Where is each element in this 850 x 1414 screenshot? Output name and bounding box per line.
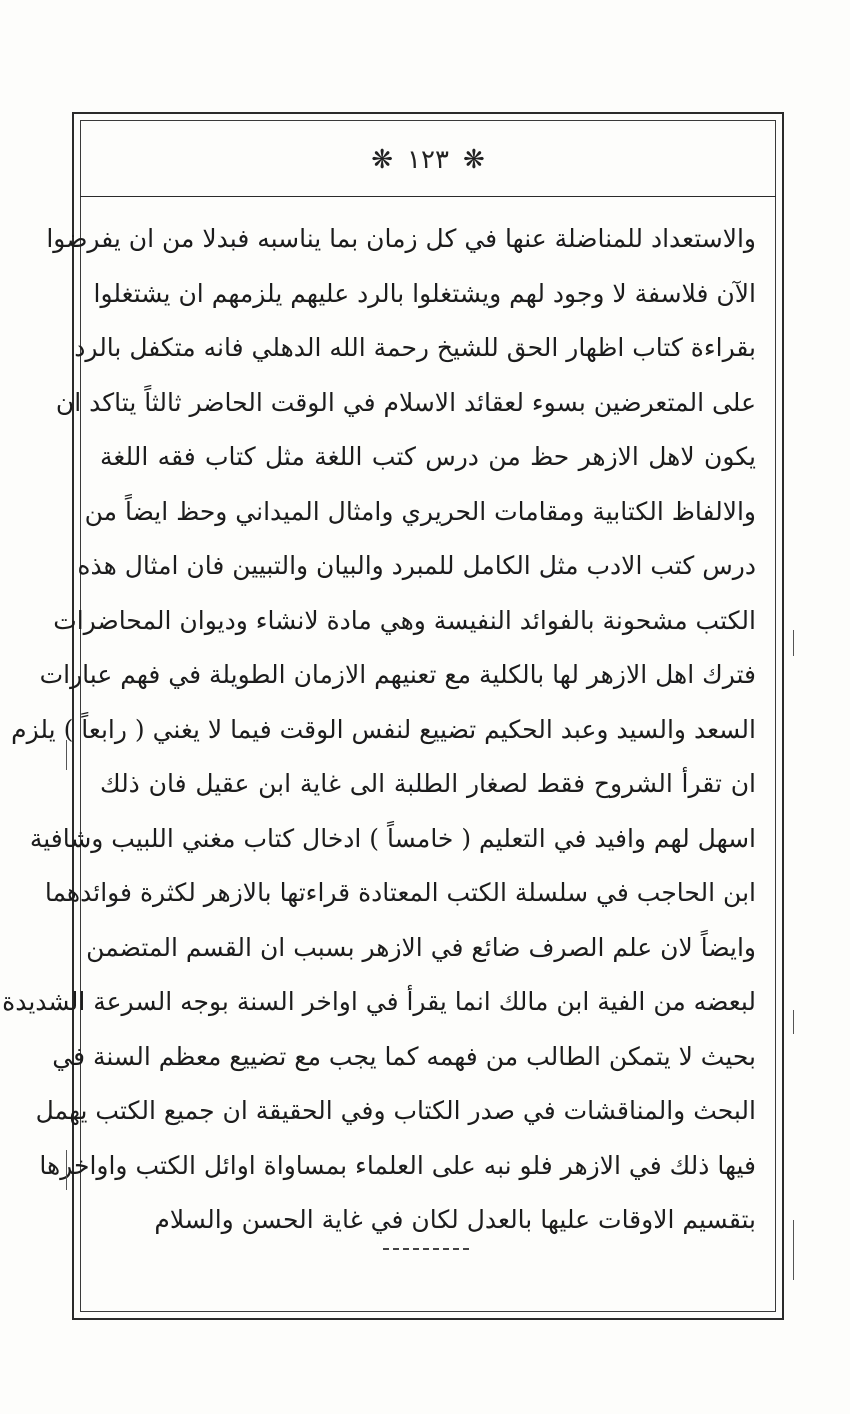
page-number: ١٢٣ — [407, 145, 449, 175]
page-header — [80, 140, 776, 180]
text-line: السعد والسيد وعبد الحكيم تضييع لنفس الوقت فيما لا يغني ( رابعاً ) يلزم — [11, 714, 756, 744]
margin-mark — [66, 1150, 67, 1190]
text-line: اسهل لهم وافيد في التعليم ( خامساً ) ادخال كتاب مغني اللبيب وشافية — [29, 823, 756, 853]
text-line: فترك اهل الازهر لها بالكلية مع تعنيهم الازمان الطويلة في فهم عبارات — [39, 660, 756, 689]
margin-mark — [793, 630, 794, 656]
text-line: الآن فلاسفة لا وجود لهم ويشتغلوا بالرد عليهم يلزمهم ان يشتغلوا — [93, 278, 756, 308]
text-line: ان تقرأ الشروح فقط لصغار الطلبة الى غاية ابن عقيل فان ذلك — [100, 769, 756, 798]
margin-mark — [793, 1010, 794, 1034]
text-line: ابن الحاجب في سلسلة الكتب المعتادة قراءتها بالازهر لكثرة فوائدهما — [44, 878, 756, 907]
margin-mark — [66, 740, 67, 770]
text-line: الكتب مشحونة بالفوائد النفيسة وهي مادة لانشاء وديوان المحاضرات — [53, 605, 756, 635]
header-divider — [80, 196, 776, 197]
text-line: على المتعرضين بسوء لعقائد الاسلام في الوقت الحاضر ثالثاً يتاكد ان — [55, 387, 756, 417]
text-line: وايضاً لان علم الصرف ضائع في الازهر بسبب ان القسم المتضمن — [86, 932, 756, 962]
text-line: فيها ذلك في الازهر فلو نبه على العلماء بمساواة اوائل الكتب واواخرها — [39, 1150, 756, 1180]
text-line: لبعضه من الفية ابن مالك انما يقرأ في اواخر السنة بوجه السرعة الشديدة — [2, 987, 756, 1016]
text-line: والالفاظ الكتابية ومقامات الحريري وامثال الميداني وحظ ايضاً من — [84, 496, 756, 526]
text-line: والاستعداد للمناضلة عنها في كل زمان بما يناسبه فبدلا من ان يفرضوا — [46, 224, 756, 253]
body-text — [2, 212, 756, 1248]
text-line: درس كتب الادب مثل الكامل للمبرد والبيان والتبيين فان امثال هذه — [77, 551, 756, 580]
text-line: البحث والمناقشات في صدر الكتاب وفي الحقيقة ان جميع الكتب يهمل — [35, 1096, 756, 1125]
margin-mark — [793, 1220, 794, 1280]
ornament-left-icon: ❋ — [371, 145, 394, 175]
text-line-last: بتقسيم الاوقات عليها بالعدل لكان في غاية الحسن والسلام — [154, 1205, 756, 1234]
ornament-right-icon: ❋ — [462, 145, 485, 175]
text-line: يكون لاهل الازهر حظ من درس كتب اللغة مثل كتاب فقه اللغة — [100, 442, 756, 471]
end-divider — [383, 1248, 469, 1250]
text-line: بقراءة كتاب اظهار الحق للشيخ رحمة الله الدهلي فانه متكفل بالرد — [74, 333, 756, 362]
text-line: بحيث لا يتمكن الطالب من فهمه كما يجب مع تضييع معظم السنة في — [52, 1041, 756, 1071]
